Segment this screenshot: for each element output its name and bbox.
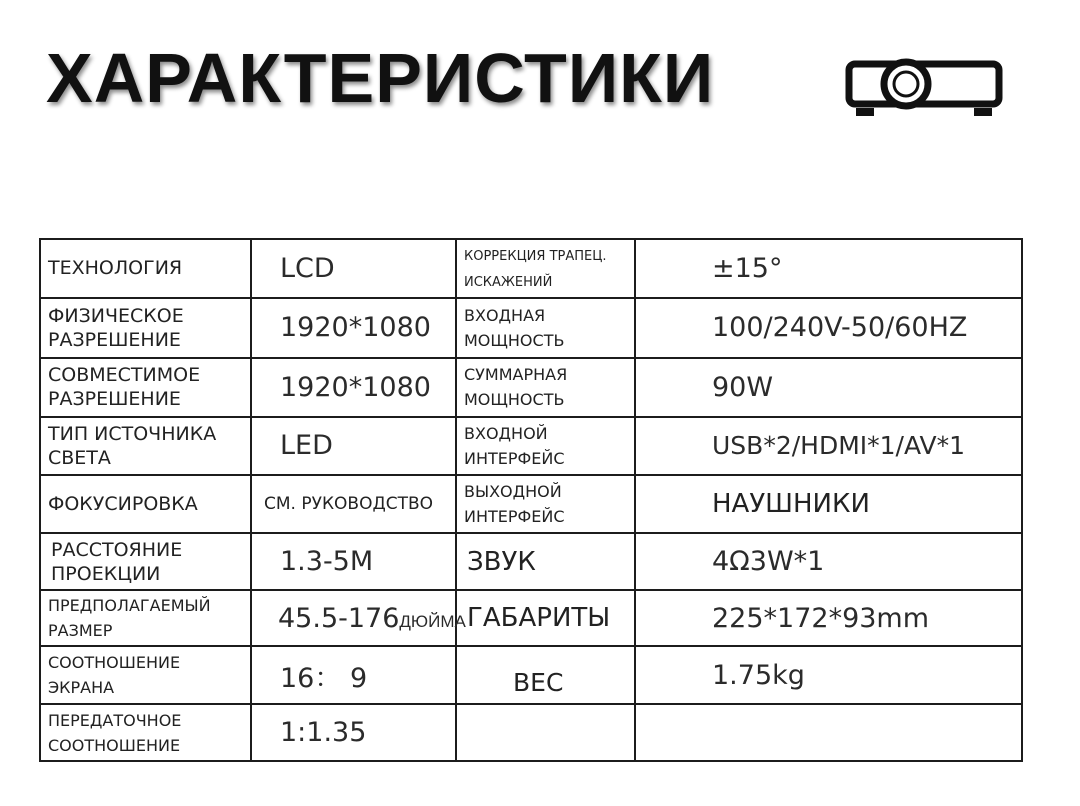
table-row <box>40 646 1022 705</box>
spec-value <box>635 704 1022 761</box>
spec-value: 16： 9 <box>251 646 456 705</box>
spec-value: 1920*1080 <box>251 298 456 359</box>
spec-label: ПЕРЕДАТОЧНОЕ СООТНОШЕНИЕ <box>40 704 251 761</box>
page-title: ХАРАКТЕРИСТИКИ <box>46 39 715 117</box>
spec-label: СОВМЕСТИМОЕ РАЗРЕШЕНИЕ <box>40 358 251 417</box>
spec-value: НАУШНИКИ <box>635 475 1022 533</box>
spec-value: 1920*1080 <box>251 358 456 417</box>
spec-value: 90W <box>635 358 1022 417</box>
projector-icon <box>844 56 1004 120</box>
table-row <box>40 533 1022 591</box>
spec-value: LED <box>251 417 456 476</box>
unit-label: ДЮЙМА <box>399 611 466 631</box>
spec-value: LCD <box>251 239 456 298</box>
spec-value: 225*172*93mm <box>635 590 1022 646</box>
spec-value: 45.5-176ДЮЙМА <box>251 590 456 646</box>
spec-label: ВЫХОДНОЙ ИНТЕРФЕЙС <box>456 475 635 533</box>
spec-value: 1.3-5M <box>251 533 456 591</box>
table-row <box>40 298 1022 359</box>
table-row <box>40 417 1022 476</box>
spec-value: 1:1.35 <box>251 704 456 761</box>
spec-label: ВХОДНАЯ МОЩНОСТЬ <box>456 298 635 359</box>
spec-label: РАССТОЯНИЕ ПРОЕКЦИИ <box>40 533 251 591</box>
spec-label: ВХОДНОЙ ИНТЕРФЕЙС <box>456 417 635 476</box>
spec-label: ФОКУСИРОВКА <box>40 475 251 533</box>
table-row <box>40 590 1022 646</box>
spec-label: КОРРЕКЦИЯ ТРАПЕЦ. ИСКАЖЕНИЙ <box>456 239 635 298</box>
spec-label: ТЕХНОЛОГИЯ <box>40 239 251 298</box>
spec-value: 100/240V-50/60HZ <box>635 298 1022 359</box>
spec-value: СМ. РУКОВОДСТВО <box>251 475 456 533</box>
spec-label: ФИЗИЧЕСКОЕ РАЗРЕШЕНИЕ <box>40 298 251 359</box>
spec-label: ПРЕДПОЛАГАЕМЫЙ РАЗМЕР <box>40 590 251 646</box>
table-row <box>40 358 1022 417</box>
table-row <box>40 475 1022 533</box>
spec-label: ГАБАРИТЫ <box>456 590 635 646</box>
spec-value: 4Ω3W*1 <box>635 533 1022 591</box>
spec-label: СООТНОШЕНИЕ ЭКРАНА <box>40 646 251 705</box>
table-row <box>40 704 1022 761</box>
spec-value: 1.75kg <box>635 646 1022 705</box>
specs-table <box>39 238 1023 762</box>
spec-label: ТИП ИСТОЧНИКА СВЕТА <box>40 417 251 476</box>
spec-label: ЗВУК <box>456 533 635 591</box>
table-row <box>40 239 1022 298</box>
spec-label: ВЕС <box>456 646 635 705</box>
spec-label: СУММАРНАЯ МОЩНОСТЬ <box>456 358 635 417</box>
spec-value: ±15° <box>635 239 1022 298</box>
spec-value: USB*2/HDMI*1/AV*1 <box>635 417 1022 476</box>
spec-label <box>456 704 635 761</box>
